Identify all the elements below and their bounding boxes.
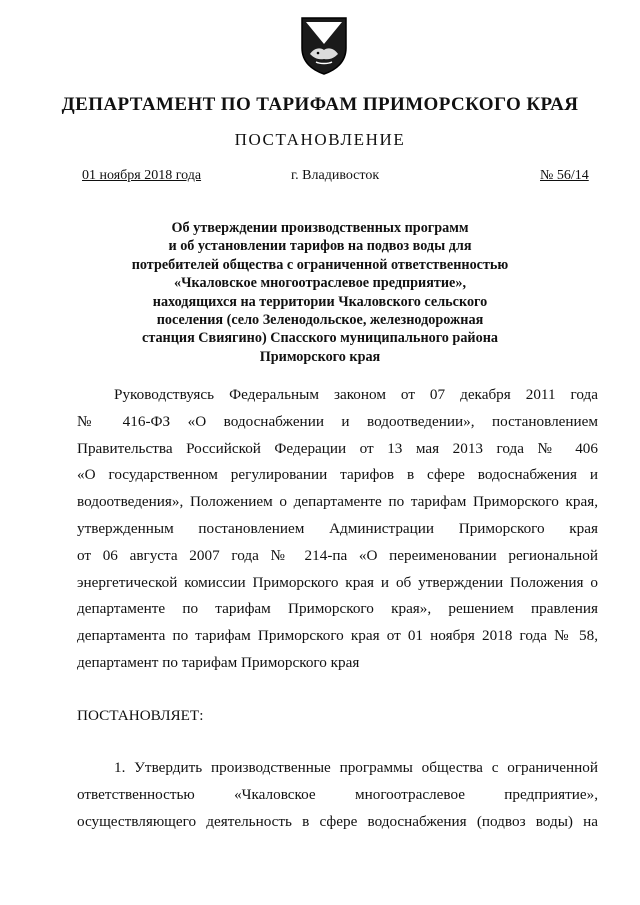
preamble-line: от 06 августа 2007 года № 214-па «О переименовании региональной	[77, 546, 598, 564]
department-title: ДЕПАРТАМЕНТ ПО ТАРИФАМ ПРИМОРСКОГО КРАЯ	[61, 94, 579, 115]
document-date: 01 ноября 2018 года	[82, 168, 202, 183]
clause-1-paragraph	[77, 755, 598, 835]
clause-line: ответственностью «Чкаловское многоотраслевое предприятие»,	[77, 785, 598, 803]
preamble-line: энергетической комиссии Приморского края и об утверждении Положения о	[77, 573, 598, 591]
subject-line: «Чкаловское многоотраслевое предприятие»,	[174, 275, 466, 292]
document-number: № 56/14	[540, 168, 589, 183]
subject-line: и об установлении тарифов на подвоз воды для	[168, 238, 472, 255]
document-subject	[60, 219, 580, 366]
subject-line: находящихся на территории Чкаловского сельского	[152, 293, 488, 310]
preamble-line: департаменте по тарифам Приморского края», решением правления	[77, 600, 598, 618]
preamble-line: департамент по тарифам Приморского края	[77, 653, 360, 671]
coat-of-arms-icon	[298, 14, 350, 76]
preamble-paragraph	[77, 382, 598, 677]
preamble-line: Правительства Российской Федерации от 13 мая 2013 года № 406	[77, 439, 598, 457]
document-type: ПОСТАНОВЛЕНИЕ	[234, 130, 406, 149]
clause-line: осуществляющего деятельность в сфере водоснабжения (подвоз воды) на	[77, 812, 598, 830]
document-city: г. Владивосток	[291, 168, 380, 183]
resolves-heading: ПОСТАНОВЛЯЕТ:	[77, 707, 204, 724]
preamble-line: № 416-ФЗ «О водоснабжении и водоотведении», постановлением	[77, 412, 598, 430]
preamble-line: Руководствуясь Федеральным законом от 07 декабря 2011 года	[114, 386, 598, 403]
subject-line: поселения (село Зеленодольское, железнодорожная	[156, 312, 484, 329]
subject-line: станция Свиягино) Спасского муниципального района	[142, 330, 498, 347]
subject-line: потребителей общества с ограниченной ответственностью	[131, 256, 509, 273]
preamble-line: департамента по тарифам Приморского края от 01 ноября 2018 года № 58,	[77, 627, 598, 645]
preamble-line: «О государственном регулировании тарифов в сфере водоснабжения и	[77, 466, 598, 484]
clause-line: 1. Утвердить производственные программы общества с ограниченной	[114, 759, 598, 776]
subject-line: Приморского края	[259, 348, 381, 365]
subject-line: Об утверждении производственных программ	[171, 220, 469, 236]
preamble-line: утвержденным постановлением Администрации Приморского края	[77, 519, 598, 537]
preamble-line: водоотведения», Положением о департаменте по тарифам Приморского края,	[77, 493, 598, 511]
